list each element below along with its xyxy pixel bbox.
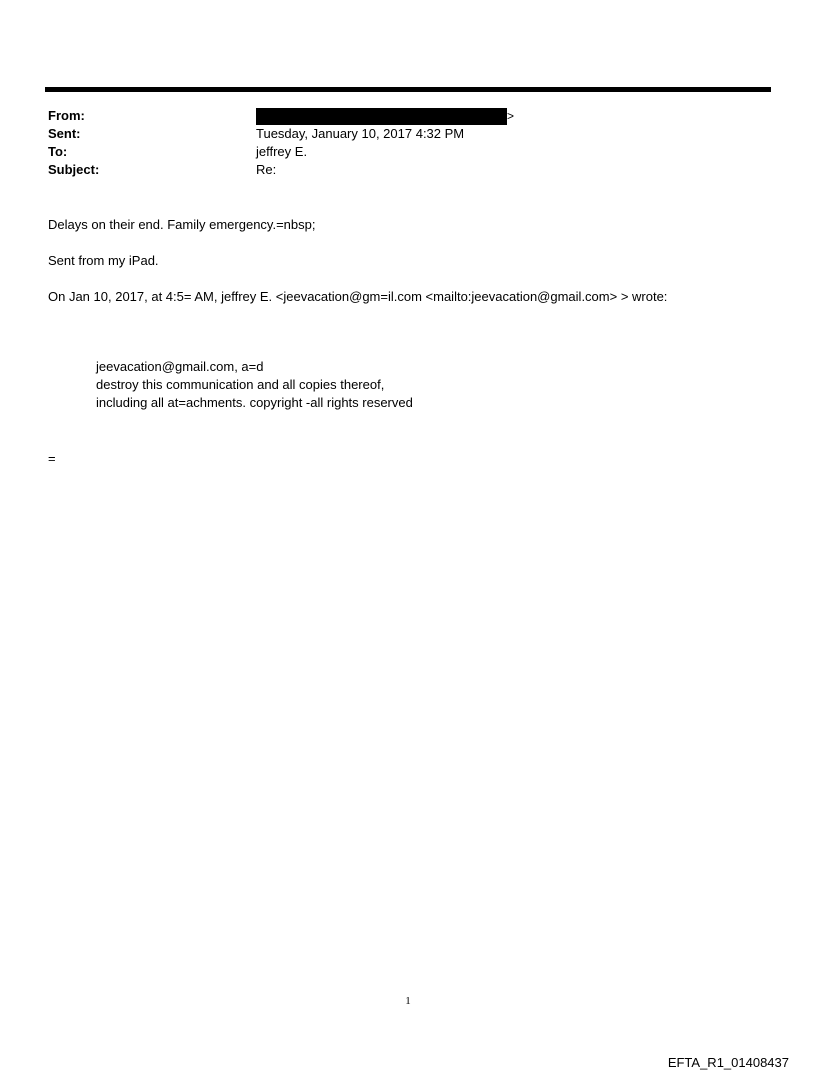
redaction-block (256, 108, 507, 125)
from-label: From: (48, 108, 85, 123)
sent-value: Tuesday, January 10, 2017 4:32 PM (256, 126, 465, 141)
quoted-text (96, 358, 413, 412)
page-number: 1 (405, 995, 411, 1007)
header-rule (45, 87, 771, 92)
from-value (256, 107, 514, 125)
body-line-1: Delays on their end. Family emergency.=nbsp; (48, 217, 316, 232)
bates-number: EFTA_R1_01408437 (667, 1055, 789, 1070)
sent-label: Sent: (48, 126, 81, 141)
quoted-line-3: including all at=achments. copyright -all rights reserved (96, 395, 413, 410)
quoted-line-1: jeevacation@gmail.com, a=d (96, 359, 264, 374)
body-line-2: Sent from my iPad. (48, 253, 159, 268)
to-value: jeffrey E. (256, 144, 308, 159)
subject-value: Re: (256, 162, 277, 177)
trailer-text: = (48, 451, 56, 466)
from-suffix: > (507, 109, 515, 123)
body-line-3: On Jan 10, 2017, at 4:5= AM, jeffrey E. <jeevacation@gm=il.com <mailto:jeevacation@gmail.com> > wrote: (48, 289, 668, 304)
quoted-line-2: destroy this communication and all copies thereof, (96, 377, 385, 392)
to-label: To: (48, 144, 68, 159)
subject-label: Subject: (48, 162, 100, 177)
